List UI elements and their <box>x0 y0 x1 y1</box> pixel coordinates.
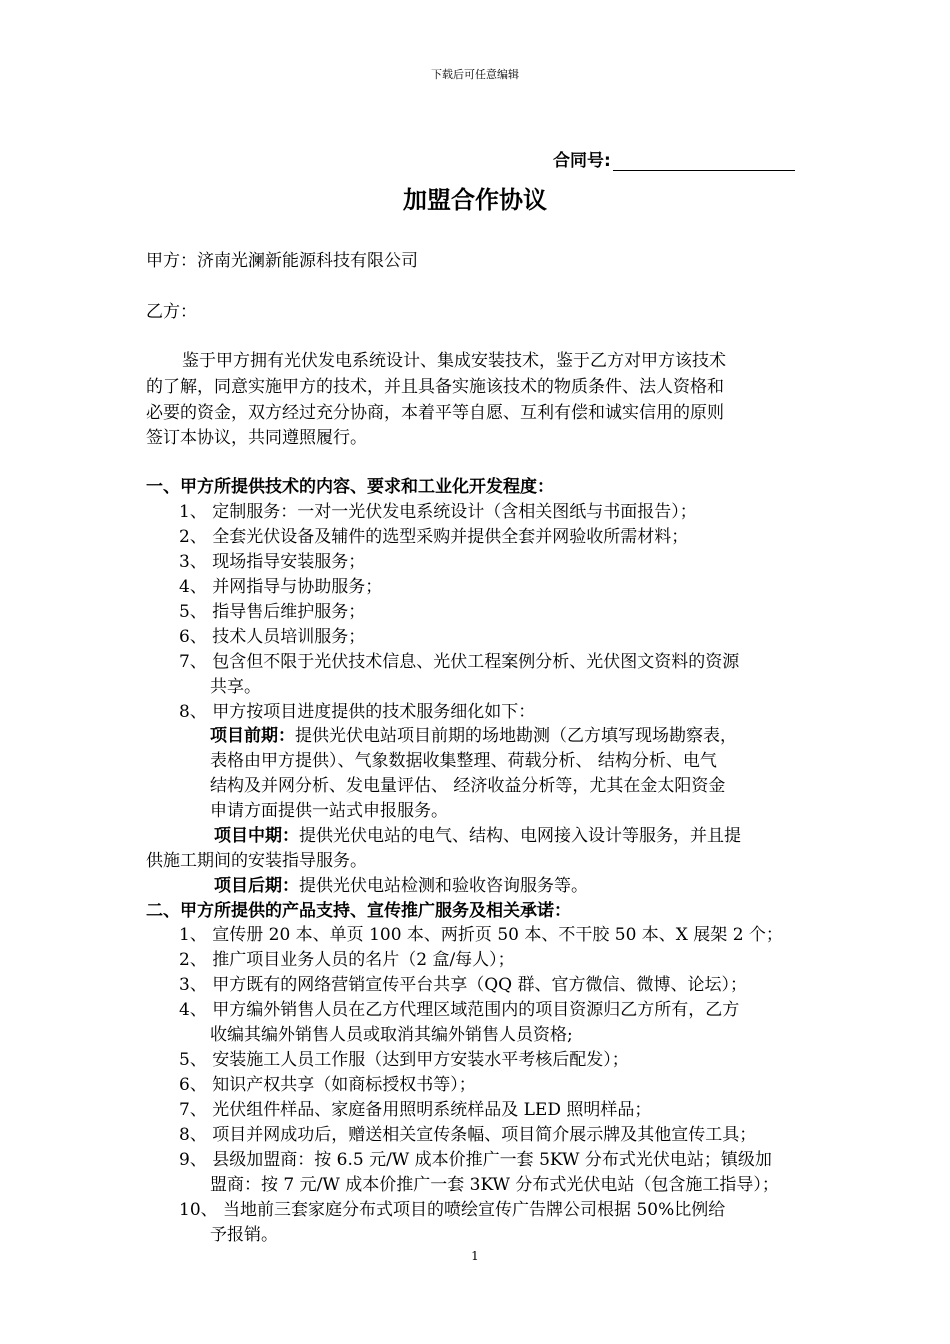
list-item: 1、 定制服务：一对一光伏发电系统设计（含相关图纸与书面报告）； <box>179 502 697 522</box>
list-item: 7、 包含但不限于光伏技术信息、光伏工程案例分析、光伏图文资料的资源 <box>179 652 740 672</box>
list-item: 8、 甲方按项目进度提供的技术服务细化如下： <box>179 702 536 722</box>
party-b: 乙方： <box>146 302 197 322</box>
contract-number-blank <box>613 154 795 171</box>
contract-label: 合同号: <box>553 151 611 171</box>
section2-heading: 二、甲方所提供的产品支持、宣传推广服务及相关承诺： <box>146 901 571 921</box>
header-note: 下载后可任意编辑 <box>431 68 519 81</box>
project-pre-line: 项目前期：提供光伏电站项目前期的场地勘测（乙方填写现场勘察表， <box>210 726 737 746</box>
list-item: 4、 并网指导与协助服务； <box>179 577 383 597</box>
project-mid-label: 项目中期： <box>214 826 299 846</box>
list-item: 2、 推广项目业务人员的名片（2 盒/每人）； <box>179 950 515 970</box>
list-item-continuation: 盟商：按 7 元/W 成本价推广一套 3KW 分布式光伏电站（包含施工指导）； <box>210 1175 779 1195</box>
preamble-line: 的了解，同意实施甲方的技术，并且具备实施该技术的物质条件、法人资格和 <box>146 377 724 397</box>
project-pre-line: 申请方面提供一站式申报服务。 <box>210 801 448 821</box>
list-item: 3、 甲方既有的网络营销宣传平台共享（QQ 群、官方微信、微博、论坛）； <box>179 975 747 995</box>
contract-number <box>553 146 795 171</box>
preamble-line: 鉴于甲方拥有光伏发电系统设计、集成安装技术，鉴于乙方对甲方该技术 <box>182 351 726 371</box>
project-pre-line: 结构及并网分析、发电量评估、 经济收益分析等，尤其在金太阳资金 <box>210 776 726 796</box>
party-a: 甲方：济南光澜新能源科技有限公司 <box>146 251 418 271</box>
project-mid-line: 供施工期间的安装指导服务。 <box>146 851 367 871</box>
project-pre-label: 项目前期： <box>210 726 295 746</box>
list-item: 4、 甲方编外销售人员在乙方代理区域范围内的项目资源归乙方所有，乙方 <box>179 1000 740 1020</box>
project-pre-line: 表格由甲方提供）、气象数据收集整理、荷载分析、 结构分析、电气 <box>210 751 717 771</box>
page-number: 1 <box>471 1249 479 1263</box>
list-item: 3、 现场指导安装服务； <box>179 552 366 572</box>
project-mid-line: 项目中期：提供光伏电站的电气、结构、电网接入设计等服务，并且提 <box>214 826 741 846</box>
list-item: 9、 县级加盟商：按 6.5 元/W 成本价推广一套 5KW 分布式光伏电站；镇级加 <box>179 1150 772 1170</box>
list-item: 10、 当地前三套家庭分布式项目的喷绘宣传广告牌公司根据 50%比例给 <box>179 1200 726 1220</box>
list-item: 5、 安装施工人员工作服（达到甲方安装水平考核后配发）； <box>179 1050 629 1070</box>
document-title: 加盟合作协议 <box>403 186 547 214</box>
list-item-continuation: 共享。 <box>210 677 261 697</box>
list-item: 8、 项目并网成功后，赠送相关宣传条幅、项目简介展示牌及其他宣传工具； <box>179 1125 757 1145</box>
list-item: 1、 宣传册 20 本、单页 100 本、两折页 50 本、不干胶 50 本、X 展架 2 个； <box>179 925 783 945</box>
project-post-label: 项目后期： <box>214 876 299 896</box>
list-item: 6、 技术人员培训服务； <box>179 627 366 647</box>
list-item-continuation: 予报销。 <box>210 1225 278 1245</box>
preamble-line: 必要的资金，双方经过充分协商，本着平等自愿、互利有偿和诚实信用的原则 <box>146 403 724 423</box>
preamble-line: 签订本协议，共同遵照履行。 <box>146 428 367 448</box>
list-item: 2、 全套光伏设备及辅件的选型采购并提供全套并网验收所需材料； <box>179 527 689 547</box>
list-item: 5、 指导售后维护服务； <box>179 602 366 622</box>
section1-heading: 一、甲方所提供技术的内容、要求和工业化开发程度： <box>146 477 554 497</box>
list-item-continuation: 收编其编外销售人员或取消其编外销售人员资格; <box>210 1025 573 1045</box>
list-item: 7、 光伏组件样品、家庭备用照明系统样品及 LED 照明样品； <box>179 1100 652 1120</box>
project-post-line: 项目后期：提供光伏电站检测和验收咨询服务等。 <box>214 876 588 896</box>
list-item: 6、 知识产权共享（如商标授权书等）； <box>179 1075 476 1095</box>
